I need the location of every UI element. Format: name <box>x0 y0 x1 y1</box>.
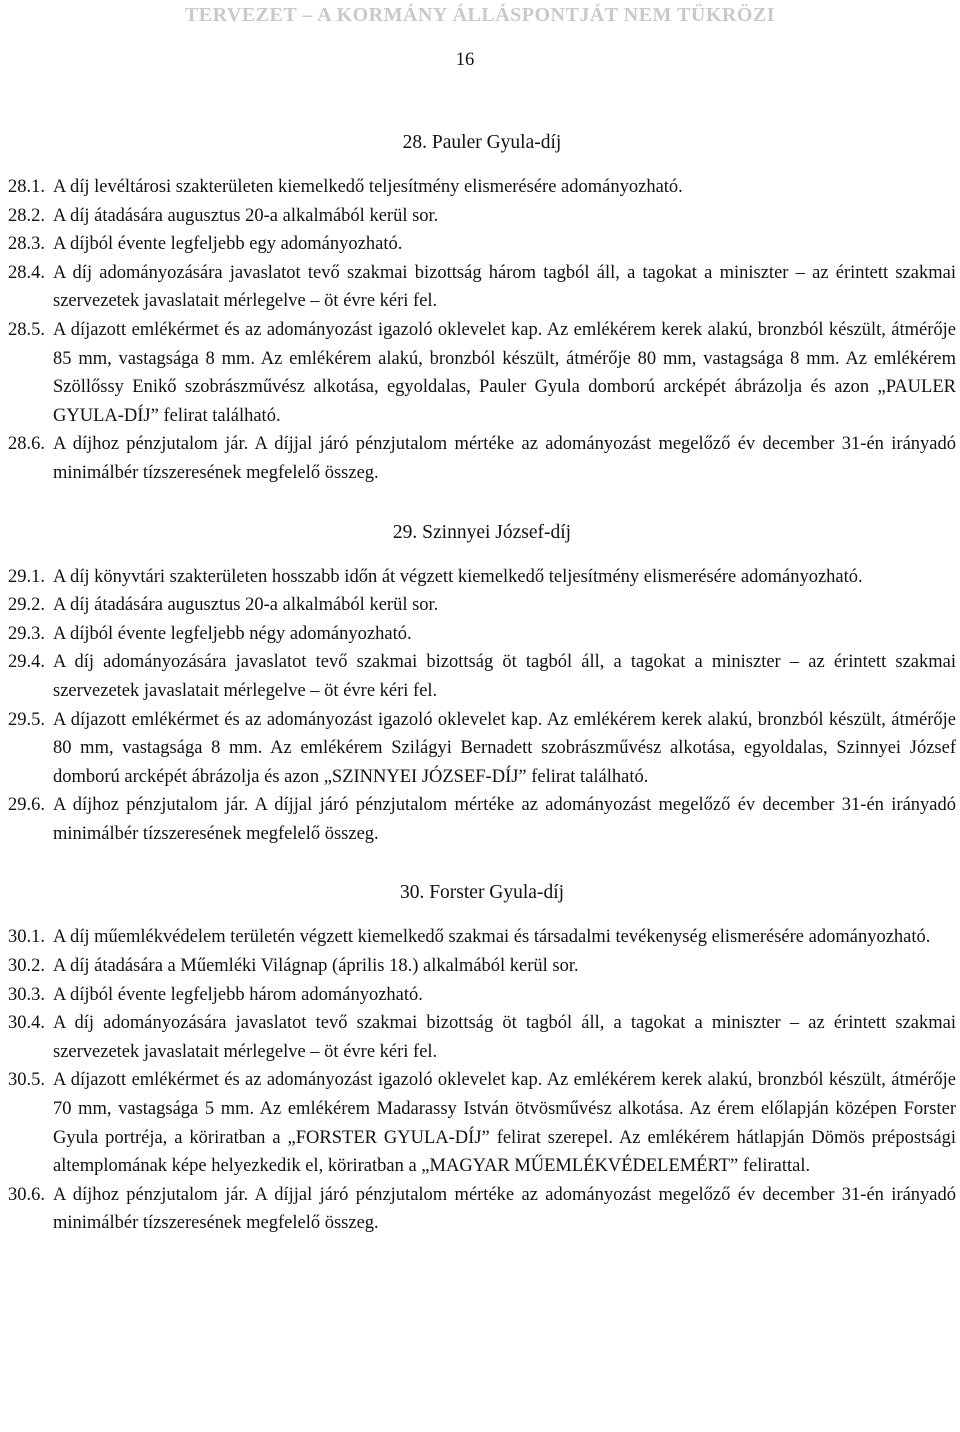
draft-watermark: TERVEZET – A KORMÁNY ÁLLÁSPONTJÁT NEM TÜKRÖZI <box>184 4 776 26</box>
list-item <box>8 706 956 792</box>
item-text: A díjból évente legfeljebb három adományozható. <box>53 984 423 1005</box>
list-item <box>8 430 956 487</box>
item-text: A díjból évente legfeljebb egy adományozható. <box>53 234 403 255</box>
section-29 <box>8 518 956 849</box>
list-item <box>8 230 956 259</box>
list-item <box>8 981 956 1010</box>
item-number: 29.2. <box>8 595 45 616</box>
item-number: 28.3. <box>8 234 45 255</box>
item-text: A díj könyvtári szakterületen hosszabb időn át végzett kiemelkedő teljesítmény elismerésére adományozható. <box>53 566 863 587</box>
list-item <box>8 259 956 316</box>
item-number: 29.1. <box>8 566 45 587</box>
item-number: 30.3. <box>8 984 45 1005</box>
list-item <box>8 591 956 620</box>
item-text: A díj átadására augusztus 20-a alkalmából kerül sor. <box>53 205 439 226</box>
list-item <box>8 1066 956 1180</box>
item-number: 29.3. <box>8 623 45 644</box>
item-text: A díj műemlékvédelem területén végzett kiemelkedő szakmai és társadalmi tevékenység elismerésére adományozható. <box>53 927 931 948</box>
list-item <box>8 1181 956 1238</box>
item-text: A díj levéltárosi szakterületen kiemelkedő teljesítmény elismerésére adományozható. <box>53 177 683 197</box>
section-title: 29. Szinnyei József-díj <box>392 521 572 543</box>
list-item <box>8 173 956 202</box>
item-text: A díjhoz pénzjutalom jár. A díjjal járó pénzjutalom mértéke az adományozást megelőző év december 31-én irányadó minimálbér tízszeresének megfelelő összeg. <box>53 1184 956 1234</box>
list-item <box>8 316 956 430</box>
item-text: A díj átadására augusztus 20-a alkalmából kerül sor. <box>53 595 439 616</box>
list-item <box>8 1009 956 1066</box>
item-number: 29.5. <box>8 709 45 730</box>
item-number: 30.5. <box>8 1070 45 1091</box>
item-number: 30.4. <box>8 1013 45 1034</box>
list-item <box>8 620 956 649</box>
list-item <box>8 791 956 848</box>
item-text: A díjhoz pénzjutalom jár. A díjjal járó pénzjutalom mértéke az adományozást megelőző év december 31-én irányadó minimálbér tízszeresének megfelelő összeg. <box>53 434 956 483</box>
list-item <box>8 202 956 231</box>
section-30 <box>8 878 956 1238</box>
item-text: A díj adományozására javaslatot tevő szakmai bizottság három tagból áll, a tagokat a miniszter – az érintett szakmai szervezetek javaslatait mérlegelve – öt évre kéri fel. <box>53 262 956 312</box>
item-number: 29.6. <box>8 795 45 816</box>
list-item <box>8 563 956 592</box>
item-text: A díj átadására a Műemléki Világnap (április 18.) alkalmából kerül sor. <box>53 956 579 977</box>
section-28 <box>8 128 956 488</box>
item-number: 30.1. <box>8 927 45 948</box>
list-item <box>8 648 956 705</box>
item-text: A díjból évente legfeljebb négy adományozható. <box>53 623 412 644</box>
section-title: 28. Pauler Gyula-díj <box>402 132 562 153</box>
section-title: 30. Forster Gyula-díj <box>399 882 565 904</box>
item-number: 30.2. <box>8 956 45 977</box>
item-number: 28.1. <box>8 177 45 197</box>
item-number: 28.5. <box>8 319 45 340</box>
item-number: 28.2. <box>8 205 45 226</box>
item-text: A díjazott emlékérmet és az adományozást igazoló oklevelet kap. Az emlékérem kerek alakú, bronzból készült, átmérője 70 mm, vastagsága 5 mm. Az emlékérem Madarassy István ötvösművész alkotása. Az érem előlapján középen Forster Gyula portréja, a köriratban a „FORSTER GYULA-DÍJ” felirat szerepel. Az emlékérem hátlapján Dömös prépostsági altemplomának képe helyezkedik el, köriratban a „MAGYAR MŰEMLÉKVÉDELEMÉRT” felirattal. <box>53 1070 956 1177</box>
list-item <box>8 923 956 952</box>
item-text: A díj adományozására javaslatot tevő szakmai bizottság öt tagból áll, a tagokat a miniszter – az érintett szakmai szervezetek javaslatait mérlegelve – öt évre kéri fel. <box>53 652 956 701</box>
item-number: 28.4. <box>8 262 45 283</box>
item-text: A díjazott emlékérmet és az adományozást igazoló oklevelet kap. Az emlékérem kerek alakú, bronzból készült, átmérője 80 mm, vastagsága 8 mm. Az emlékérem Szilágyi Bernadett szobrászművész alkotása, egyoldalas, Szinnyei József domború arcképét ábrázolja és azon „SZINNYEI JÓZSEF-DÍJ” felirat található. <box>53 709 956 787</box>
item-number: 29.4. <box>8 652 45 673</box>
document-body <box>8 128 956 1238</box>
item-text: A díj adományozására javaslatot tevő szakmai bizottság öt tagból áll, a tagokat a miniszter – az érintett szakmai szervezetek javaslatait mérlegelve – öt évre kéri fel. <box>53 1013 956 1062</box>
item-number: 28.6. <box>8 434 45 455</box>
list-item <box>8 952 956 981</box>
item-number: 30.6. <box>8 1184 45 1205</box>
page-number: 16 <box>455 50 475 70</box>
item-text: A díjazott emlékérmet és az adományozást igazoló oklevelet kap. Az emlékérem kerek alakú, bronzból készült, átmérője 85 mm, vastagsága 8 mm. Az emlékérem alakú, bronzból készült, átmérője 80 mm, vastagsága 8 mm. Az emlékérem Szöllőssy Enikő szobrászművész alkotása, egyoldalas, Pauler Gyula domború arcképét ábrázolja és azon „PAULER GYULA-DÍJ” felirat található. <box>53 319 956 426</box>
item-text: A díjhoz pénzjutalom jár. A díjjal járó pénzjutalom mértéke az adományozást megelőző év december 31-én irányadó minimálbér tízszeresének megfelelő összeg. <box>53 795 956 844</box>
